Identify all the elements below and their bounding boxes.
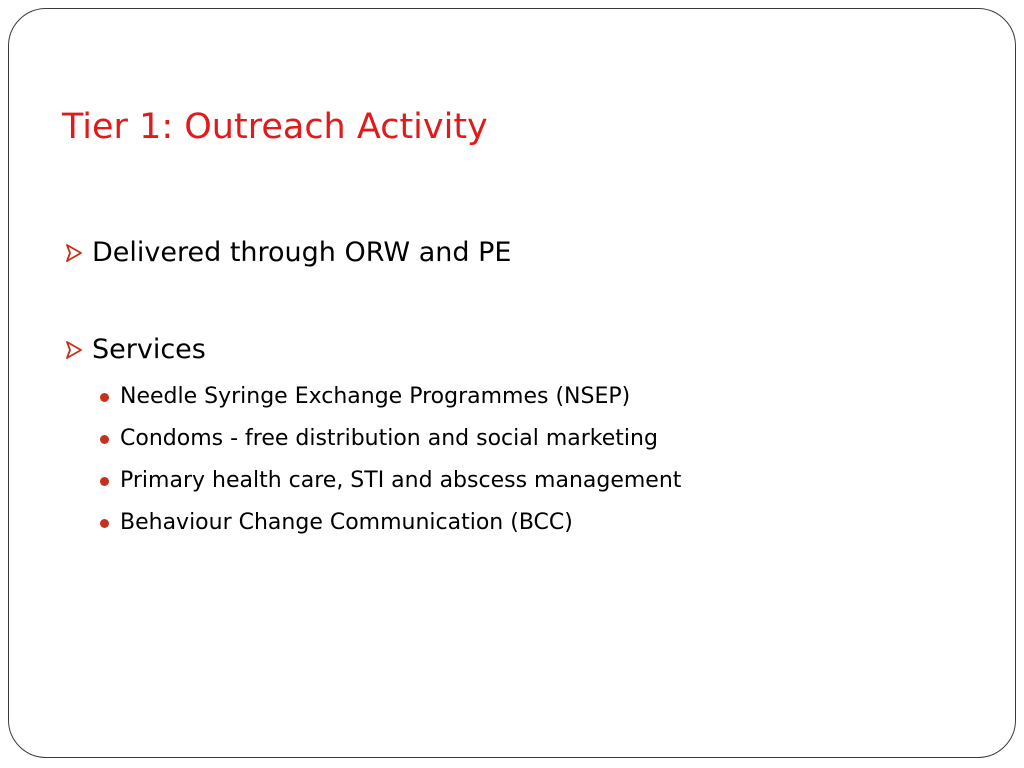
sub-list-item xyxy=(100,418,681,460)
dot-bullet-icon xyxy=(100,519,109,528)
sub-item-text: Primary health care, STI and abscess management xyxy=(120,468,682,493)
bullet-text: Delivered through ORW and PE xyxy=(92,237,512,268)
sub-item-text: Needle Syringe Exchange Programmes (NSEP) xyxy=(120,384,631,409)
sub-item-text: Behaviour Change Communication (BCC) xyxy=(120,510,573,535)
sub-item-text: Condoms - free distribution and social marketing xyxy=(120,426,658,451)
sub-list-item xyxy=(100,376,681,418)
dot-bullet-icon xyxy=(100,435,109,444)
dot-bullet-icon xyxy=(100,393,109,402)
services-sub-list xyxy=(100,376,681,544)
sub-list-item xyxy=(100,502,681,544)
dot-bullet-icon xyxy=(100,477,109,486)
slide-title: Tier 1: Outreach Activity xyxy=(62,107,488,147)
bullet-delivered xyxy=(66,236,511,270)
arrow-bullet-icon xyxy=(66,341,82,359)
bullet-services xyxy=(66,333,206,367)
sub-list-item xyxy=(100,460,681,502)
bullet-text: Services xyxy=(92,334,206,365)
arrow-bullet-icon xyxy=(66,244,82,262)
